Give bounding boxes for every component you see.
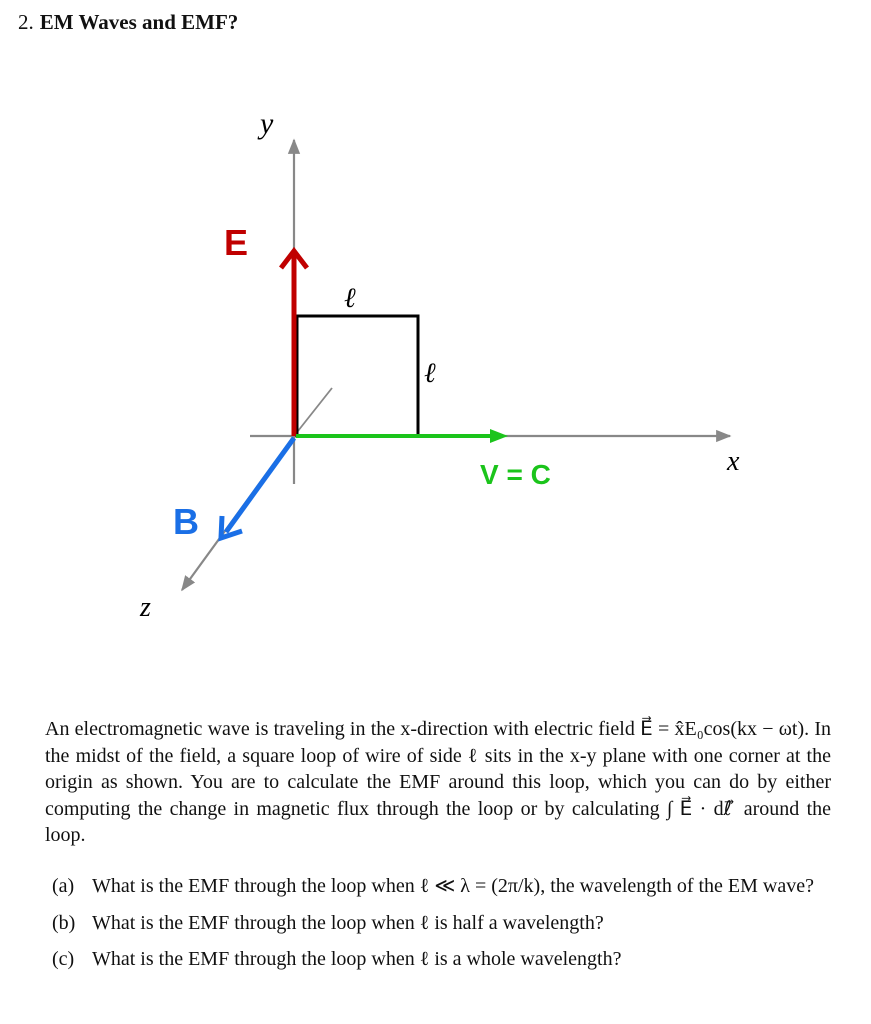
b-field-label: B — [173, 501, 199, 542]
b-field-arrow — [226, 438, 294, 532]
loop-side-label-top: ℓ — [344, 283, 356, 314]
wire-loop — [297, 316, 418, 436]
part-a-label: (a) — [52, 875, 75, 897]
part-c-text: What is the EMF through the loop when ℓ is a whole wavelength? — [92, 948, 622, 970]
part-b — [52, 910, 832, 937]
part-b-text: What is the EMF through the loop when ℓ is half a wavelength? — [92, 911, 604, 934]
velocity-arrowhead — [490, 429, 508, 443]
part-c — [52, 946, 832, 973]
problem-statement: An electromagnetic wave is traveling in the x-direction with electric field E⃗ = x̂E₀cos(kx − ωt). In the midst of the field, a square loop of wire of side ℓ sits in the x-y plane with one corner at the origin as shown. You are to calculate the EMF around this loop, which you can do by either computing the change in magnetic flux through the loop or by calculating ∫ E⃗ · dℓ⃗ around the loop. — [45, 718, 831, 846]
problem-number: 2. — [18, 10, 34, 34]
y-axis-label: y — [260, 107, 274, 140]
z-axis-back — [294, 388, 332, 436]
e-field-label: E — [224, 222, 249, 263]
problem-parts — [52, 873, 832, 983]
part-a — [52, 873, 832, 900]
x-axis-label: x — [727, 446, 740, 477]
part-c-label: (c) — [52, 948, 75, 970]
loop-side-label-right: ℓ — [424, 358, 436, 389]
velocity-label: V = C — [480, 459, 551, 490]
part-b-label: (b) — [52, 911, 76, 934]
problem-title: EM Waves and EMF? — [39, 10, 239, 34]
z-axis-label: z — [140, 592, 151, 623]
part-a-text: What is the EMF through the loop when ℓ ≪ λ = (2π/k), the wavelength of the EM wave? — [92, 875, 814, 897]
